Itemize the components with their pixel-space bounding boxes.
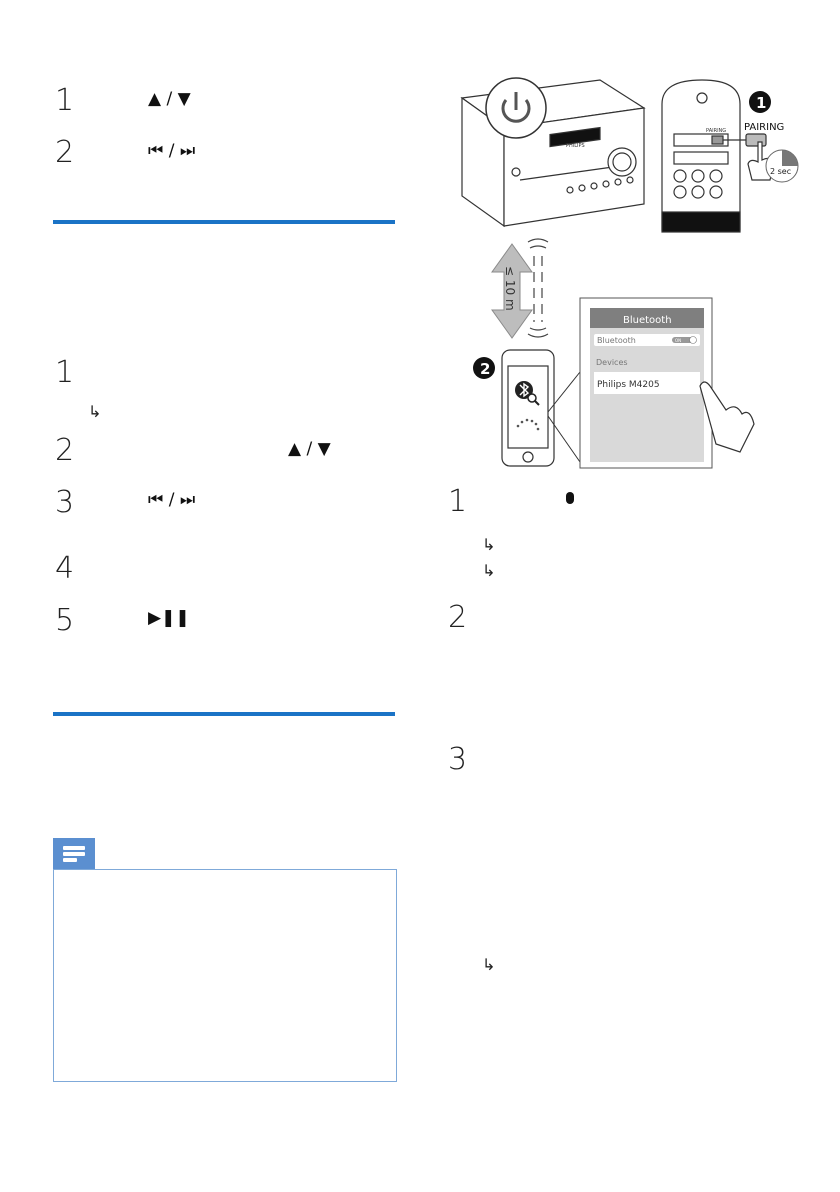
prev-next-icon: ⏮ / ⏭ (148, 490, 196, 510)
device-name: Philips M4205 (597, 380, 660, 390)
step-number: 1 (448, 484, 468, 519)
distance-label: ≤ 10 m (503, 266, 517, 311)
device-brand: PHILIPS (566, 143, 585, 149)
devices-header: Devices (596, 358, 628, 367)
up-down-icon: ▲ / ▼ (148, 89, 191, 109)
bluetooth-setting-label: Bluetooth (597, 336, 636, 345)
result-arrow-icon: ↳ (482, 561, 496, 580)
hold-timer-illustration (740, 140, 802, 186)
remote-control (662, 80, 740, 232)
up-down-icon: ▲ / ▼ (288, 439, 331, 459)
section-divider (53, 220, 395, 224)
step-number: 2 (55, 135, 75, 170)
step-number: 1 (55, 83, 75, 118)
step-number: 5 (55, 603, 75, 638)
result-arrow-icon: ↳ (88, 402, 102, 421)
smartphone (502, 350, 554, 466)
section-divider (53, 712, 395, 716)
step-number: 1 (55, 355, 75, 390)
bluetooth-icon (566, 492, 574, 504)
result-arrow-icon: ↳ (482, 535, 496, 554)
step-number: 4 (55, 551, 75, 586)
toggle-label: ON (675, 338, 682, 343)
callout-pairing-label: PAIRING (744, 122, 785, 133)
play-pause-icon: ▶❚❚ (148, 608, 190, 628)
step-number: 3 (55, 485, 75, 520)
note-box (53, 869, 397, 1082)
step-marker-2: 2 (480, 360, 491, 378)
power-icon (486, 78, 546, 138)
step-number: 3 (448, 742, 468, 777)
note-icon (53, 838, 95, 870)
prev-next-icon: ⏮ / ⏭ (148, 141, 196, 161)
hold-time-label: 2 sec (770, 167, 792, 176)
remote-pairing-label: PAIRING (706, 128, 727, 134)
step-number: 2 (448, 600, 468, 635)
step-marker-1: 1 (756, 94, 767, 112)
step-number: 2 (55, 433, 75, 468)
screen-title: Bluetooth (623, 315, 672, 326)
result-arrow-icon: ↳ (482, 955, 496, 974)
